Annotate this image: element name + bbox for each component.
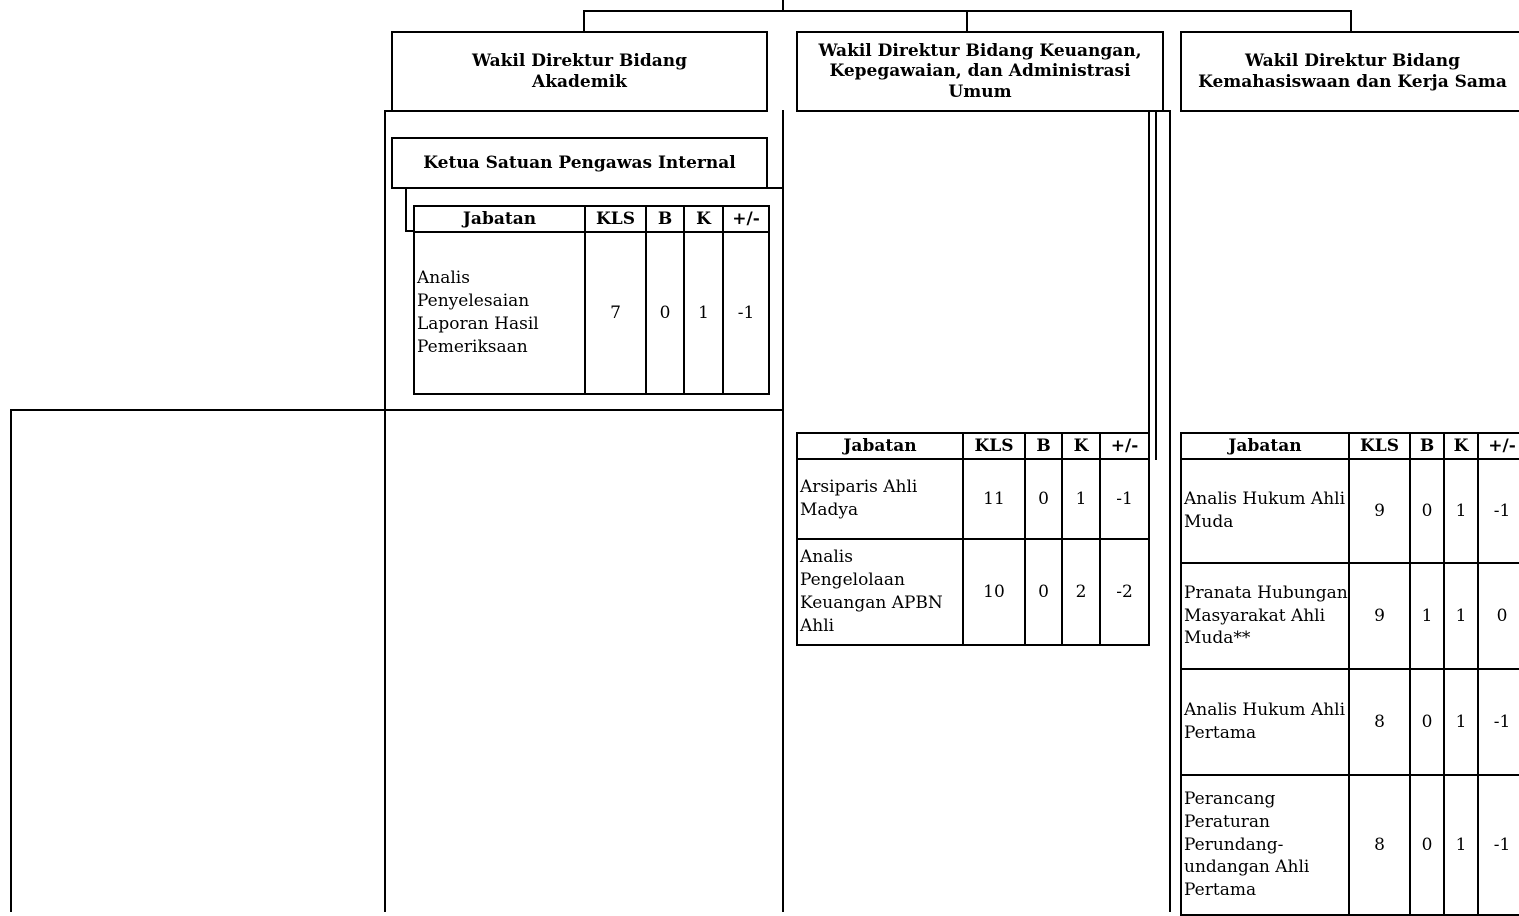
column-header-kls: KLS	[1349, 433, 1410, 459]
delta-cell: 0	[1478, 563, 1519, 669]
connector-line	[966, 10, 968, 32]
column-header-k: K	[1444, 433, 1478, 459]
connector-line	[10, 409, 784, 411]
jabatan-table-kemahasiswaan	[1180, 432, 1519, 916]
column-header-k: K	[684, 206, 723, 232]
delta-cell: -1	[1478, 669, 1519, 775]
table-row	[1181, 459, 1519, 563]
k-cell: 1	[1444, 459, 1478, 563]
jabatan-cell: Analis Hukum Ahli Pertama	[1181, 669, 1349, 775]
box-wakil-direktur-akademik: Wakil Direktur Bidang Akademik	[391, 31, 768, 112]
b-cell: 1	[1410, 563, 1444, 669]
kls-cell: 8	[1349, 775, 1410, 915]
kls-cell: 10	[963, 539, 1025, 645]
column-header-delta: +/-	[723, 206, 769, 232]
jabatan-cell: Arsiparis Ahli Madya	[797, 459, 963, 539]
column-header-jabatan: Jabatan	[414, 206, 585, 232]
connector-line	[766, 187, 784, 189]
delta-cell: -1	[723, 232, 769, 394]
jabatan-table-spi	[413, 205, 770, 395]
kls-cell: 7	[585, 232, 646, 394]
delta-cell: -2	[1100, 539, 1149, 645]
connector-line	[583, 10, 585, 32]
jabatan-cell: Pranata Hubungan Masyarakat Ahli Muda**	[1181, 563, 1349, 669]
column-header-k: K	[1062, 433, 1100, 459]
column-header-b: B	[646, 206, 684, 232]
box-wakil-direktur-kemahasiswaan: Wakil Direktur Bidang Kemahasiswaan dan Kerja Sama	[1180, 31, 1519, 112]
b-cell: 0	[1410, 775, 1444, 915]
connector-line	[10, 409, 12, 912]
table-header-row	[1181, 433, 1519, 459]
connector-line	[1155, 110, 1157, 460]
column-header-b: B	[1025, 433, 1062, 459]
connector-line	[1350, 10, 1352, 32]
k-cell: 1	[1062, 459, 1100, 539]
box-ketua-spi: Ketua Satuan Pengawas Internal	[391, 137, 768, 189]
connector-line	[782, 110, 784, 912]
delta-cell: -1	[1478, 459, 1519, 563]
column-header-delta: +/-	[1100, 433, 1149, 459]
connector-line	[1148, 110, 1150, 436]
box-wakil-direktur-keuangan: Wakil Direktur Bidang Keuangan, Kepegawaian, dan Administrasi Umum	[796, 31, 1164, 112]
connector-line	[1169, 110, 1171, 912]
kls-cell: 11	[963, 459, 1025, 539]
jabatan-cell: Analis Penyelesaian Laporan Hasil Pemeriksaan	[414, 232, 585, 394]
b-cell: 0	[1025, 539, 1062, 645]
column-header-jabatan: Jabatan	[1181, 433, 1349, 459]
b-cell: 0	[1410, 459, 1444, 563]
column-header-kls: KLS	[963, 433, 1025, 459]
delta-cell: -1	[1478, 775, 1519, 915]
table-row	[1181, 669, 1519, 775]
table-row	[797, 539, 1149, 645]
delta-cell: -1	[1100, 459, 1149, 539]
jabatan-table-keuangan	[796, 432, 1150, 646]
column-header-delta: +/-	[1478, 433, 1519, 459]
column-header-kls: KLS	[585, 206, 646, 232]
k-cell: 1	[1444, 669, 1478, 775]
k-cell: 1	[1444, 563, 1478, 669]
kls-cell: 9	[1349, 459, 1410, 563]
table-row	[797, 459, 1149, 539]
table-header-row	[414, 206, 769, 232]
kls-cell: 9	[1349, 563, 1410, 669]
k-cell: 1	[684, 232, 723, 394]
b-cell: 0	[1025, 459, 1062, 539]
jabatan-cell: Analis Pengelolaan Keuangan APBN Ahli	[797, 539, 963, 645]
k-cell: 1	[1444, 775, 1478, 915]
connector-line	[405, 187, 407, 232]
table-row	[1181, 563, 1519, 669]
b-cell: 0	[646, 232, 684, 394]
column-header-jabatan: Jabatan	[797, 433, 963, 459]
column-header-b: B	[1410, 433, 1444, 459]
table-header-row	[797, 433, 1149, 459]
jabatan-cell: Analis Hukum Ahli Muda	[1181, 459, 1349, 563]
table-row	[1181, 775, 1519, 915]
kls-cell: 8	[1349, 669, 1410, 775]
jabatan-cell: Perancang Peraturan Perundang-undangan Ahli Pertama	[1181, 775, 1349, 915]
b-cell: 0	[1410, 669, 1444, 775]
table-row	[414, 232, 769, 394]
k-cell: 2	[1062, 539, 1100, 645]
connector-line	[384, 110, 386, 912]
